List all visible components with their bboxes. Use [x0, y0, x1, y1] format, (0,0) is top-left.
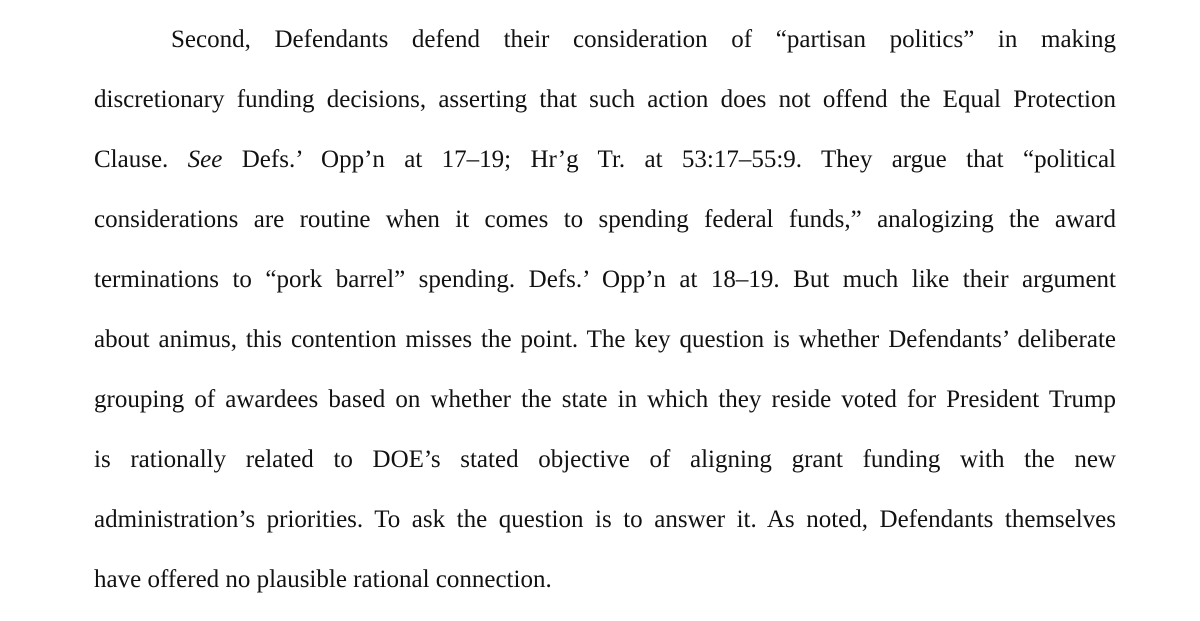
paragraph-line-9: administration’s priorities. To ask the question is to answer it. As noted, Defendants themselves — [94, 506, 1116, 533]
paragraph-line-4: considerations are routine when it comes to spending federal funds,” analogizing the award — [94, 206, 1116, 233]
line-3-text-before: Clause. — [94, 146, 188, 173]
paragraph-line-8: is rationally related to DOE’s stated objective of aligning grant funding with the new — [94, 446, 1116, 473]
line-3-text-after: Defs.’ Opp’n at 17–19; Hr’g Tr. at 53:17–55:9. They argue that “political — [222, 146, 1117, 173]
paragraph-line-1: Second, Defendants defend their consideration of “partisan politics” in making — [171, 26, 1116, 53]
paragraph-line-2: discretionary funding decisions, asserting that such action does not offend the Equal Protection — [94, 86, 1116, 113]
paragraph-line-7: grouping of awardees based on whether the state in which they reside voted for President Trump — [94, 386, 1116, 413]
paragraph-line-5: terminations to “pork barrel” spending. Defs.’ Opp’n at 18–19. But much like their argument — [94, 266, 1116, 293]
paragraph-line-3 — [94, 145, 1116, 175]
paragraph-line-10: have offered no plausible rational connection. — [94, 566, 552, 593]
see-citation-signal: See — [187, 146, 223, 173]
paragraph-line-6: about animus, this contention misses the point. The key question is whether Defendants’ deliberate — [94, 326, 1116, 353]
